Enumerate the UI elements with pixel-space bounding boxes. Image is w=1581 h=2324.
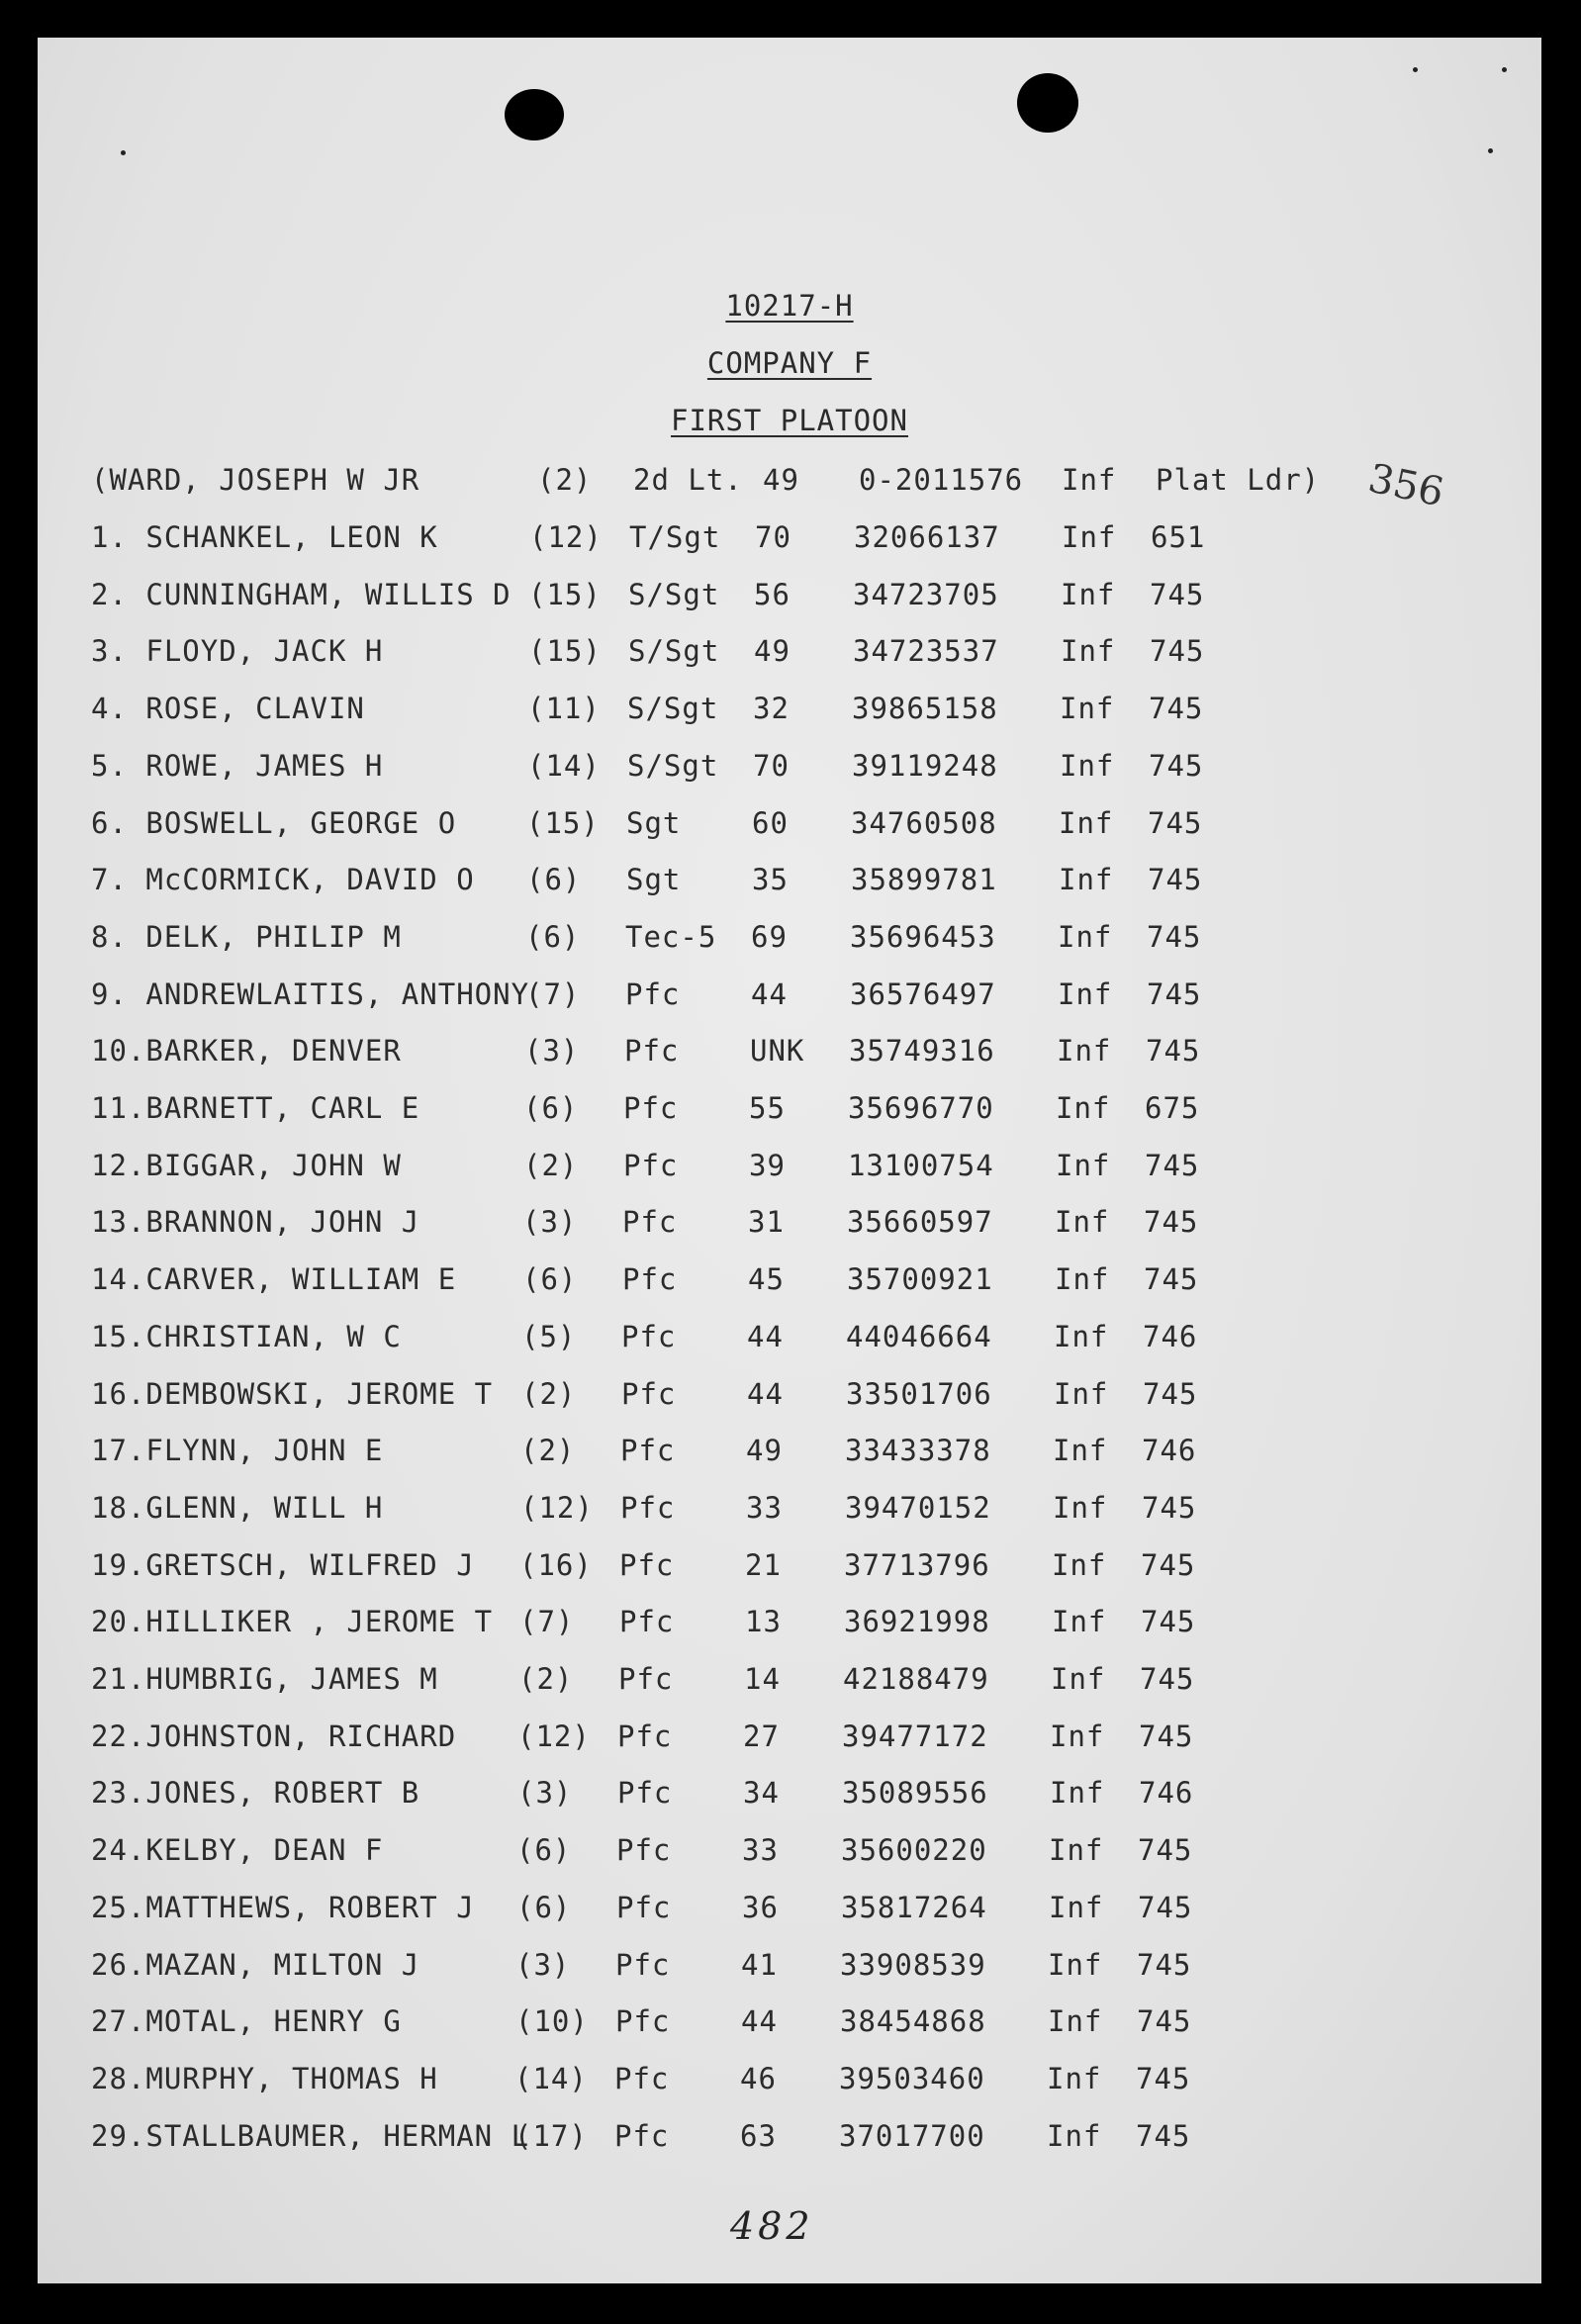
arm-cell: Inf: [1050, 1776, 1105, 1810]
arm-cell: Inf: [1049, 1891, 1104, 1924]
arm-cell: Inf: [1061, 578, 1116, 611]
arm-cell: Inf: [1048, 1948, 1103, 1982]
serial-cell: 44046664: [846, 1320, 992, 1353]
age-cell: 13: [745, 1605, 782, 1638]
serial-cell: 36921998: [844, 1605, 990, 1638]
paper-speck: [1413, 67, 1418, 72]
age-cell: 31: [748, 1205, 785, 1239]
roster-row: [38, 1034, 1541, 1073]
code-cell: (6): [516, 1833, 572, 1867]
rank-cell: Pfc: [619, 1605, 675, 1638]
serial-cell: 35696770: [848, 1091, 994, 1125]
mos-cell: 745: [1148, 863, 1203, 896]
serial-cell: 38454868: [840, 2004, 986, 2038]
code-cell: (2): [518, 1662, 574, 1696]
age-cell: 45: [748, 1262, 785, 1296]
mos-cell: 745: [1136, 2062, 1191, 2095]
roster-row: [38, 1605, 1541, 1644]
name-cell: 2. CUNNINGHAM, WILLIS D: [91, 578, 512, 611]
code-cell: (3): [524, 1034, 580, 1068]
roster-row: [38, 634, 1541, 674]
age-cell: 41: [741, 1948, 778, 1982]
name-cell: 23.JONES, ROBERT B: [91, 1776, 420, 1810]
age-cell: 33: [746, 1491, 783, 1525]
mos-cell: 745: [1136, 2119, 1191, 2153]
mos-cell: 745: [1142, 1491, 1197, 1525]
name-cell: 27.MOTAL, HENRY G: [91, 2004, 402, 2038]
age-cell: 56: [754, 578, 790, 611]
code-cell: (12): [520, 1491, 594, 1525]
age-cell: 34: [743, 1776, 780, 1810]
code-cell: (15): [526, 806, 600, 840]
mos-cell: 745: [1148, 806, 1203, 840]
serial-cell: 34723537: [853, 634, 999, 668]
arm-cell: Inf: [1051, 1662, 1106, 1696]
rank-cell: Pfc: [621, 1377, 677, 1411]
rank-cell: T/Sgt: [629, 520, 721, 554]
name-cell: 8. DELK, PHILIP M: [91, 920, 402, 954]
punch-hole: [1017, 73, 1078, 133]
roster-row: [38, 977, 1541, 1017]
arm-cell: Inf: [1050, 1720, 1105, 1753]
platoon-heading: FIRST PLATOON: [671, 404, 908, 437]
rank-cell: Pfc: [621, 1320, 677, 1353]
paper-speck: [1502, 67, 1507, 72]
arm-cell: Inf: [1059, 863, 1114, 896]
name-cell: 18.GLENN, WILL H: [91, 1491, 384, 1525]
mos-cell: 745: [1150, 634, 1205, 668]
serial-cell: 33501706: [846, 1377, 992, 1411]
code-cell: (6): [526, 863, 582, 896]
name-cell: 5. ROWE, JAMES H: [91, 749, 384, 783]
rank-cell: Pfc: [619, 1548, 675, 1582]
arm-cell: Inf: [1052, 1605, 1107, 1638]
roster-row: [38, 2004, 1541, 2044]
rank-cell: Pfc: [623, 1149, 679, 1182]
page-number: 482: [730, 2204, 814, 2248]
mos-cell: 746: [1139, 1776, 1194, 1810]
rank-cell: Pfc: [623, 1091, 679, 1125]
name-cell: (WARD, JOSEPH W JR: [91, 463, 420, 497]
roster-row: [38, 1149, 1541, 1188]
age-cell: 70: [755, 520, 791, 554]
code-cell: (3): [522, 1205, 578, 1239]
name-cell: 3. FLOYD, JACK H: [91, 634, 384, 668]
mos-cell: 745: [1150, 578, 1205, 611]
mos-cell: 745: [1146, 1034, 1201, 1068]
rank-cell: Pfc: [625, 977, 681, 1011]
code-cell: (14): [527, 749, 601, 783]
name-cell: 16.DEMBOWSKI, JEROME T: [91, 1377, 494, 1411]
code-cell: (12): [517, 1720, 591, 1753]
name-cell: 28.MURPHY, THOMAS H: [91, 2062, 438, 2095]
roster-row: [38, 1662, 1541, 1702]
serial-cell: 0-2011576: [859, 463, 1024, 497]
arm-cell: Inf: [1053, 1491, 1108, 1525]
document-page: [38, 38, 1541, 2283]
serial-cell: 35899781: [851, 863, 997, 896]
age-cell: 33: [742, 1833, 779, 1867]
role-cell: Plat Ldr): [1156, 463, 1321, 497]
serial-cell: 35089556: [842, 1776, 988, 1810]
serial-cell: 39119248: [852, 749, 998, 783]
roster-row: [38, 1548, 1541, 1588]
age-cell: 36: [742, 1891, 779, 1924]
age-cell: 70: [753, 749, 790, 783]
arm-cell: Inf: [1058, 977, 1113, 1011]
name-cell: 11.BARNETT, CARL E: [91, 1091, 420, 1125]
age-cell: 60: [752, 806, 789, 840]
serial-cell: 13100754: [848, 1149, 994, 1182]
serial-cell: 35749316: [849, 1034, 995, 1068]
rank-cell: S/Sgt: [628, 634, 720, 668]
age-cell: 55: [749, 1091, 786, 1125]
code-cell: (2): [523, 1149, 579, 1182]
mos-cell: 651: [1151, 520, 1206, 554]
age-cell: 27: [743, 1720, 780, 1753]
age-cell: 35: [752, 863, 789, 896]
mos-cell: 745: [1137, 1948, 1192, 1982]
mos-cell: 745: [1141, 1605, 1196, 1638]
code-cell: (15): [528, 634, 602, 668]
name-cell: 15.CHRISTIAN, W C: [91, 1320, 402, 1353]
arm-cell: Inf: [1055, 1205, 1110, 1239]
age-cell: 63: [740, 2119, 777, 2153]
code-cell: (6): [516, 1891, 572, 1924]
name-cell: 9. ANDREWLAITIS, ANTHONY: [91, 977, 530, 1011]
arm-cell: Inf: [1047, 2062, 1102, 2095]
code-cell: (3): [515, 1948, 571, 1982]
mos-cell: 745: [1138, 1891, 1193, 1924]
serial-cell: 39865158: [852, 692, 998, 725]
mos-cell: 745: [1139, 1720, 1194, 1753]
name-cell: 10.BARKER, DENVER: [91, 1034, 402, 1068]
company-heading: COMPANY F: [706, 346, 873, 380]
arm-cell: Inf: [1057, 1034, 1112, 1068]
code-cell: (17): [514, 2119, 588, 2153]
rank-cell: Sgt: [626, 863, 682, 896]
roster-row: [38, 2062, 1541, 2101]
roster-row: [38, 1948, 1541, 1988]
name-cell: 17.FLYNN, JOHN E: [91, 1434, 384, 1467]
name-cell: 6. BOSWELL, GEORGE O: [91, 806, 457, 840]
mos-cell: 745: [1141, 1548, 1196, 1582]
rank-cell: S/Sgt: [627, 749, 719, 783]
code-cell: (7): [525, 977, 581, 1011]
code-cell: (3): [517, 1776, 573, 1810]
age-cell: 32: [753, 692, 790, 725]
mos-cell: 745: [1147, 977, 1202, 1011]
rank-cell: Pfc: [617, 1776, 673, 1810]
rank-cell: Tec-5: [625, 920, 717, 954]
name-cell: 29.STALLBAUMER, HERMAN L: [91, 2119, 530, 2153]
serial-cell: 33908539: [840, 1948, 986, 1982]
punch-hole: [505, 89, 564, 140]
arm-cell: Inf: [1062, 463, 1117, 497]
margin-handwritten-number: 356: [1364, 455, 1448, 516]
name-cell: 22.JOHNSTON, RICHARD: [91, 1720, 457, 1753]
roster-row: [38, 578, 1541, 617]
serial-cell: 42188479: [843, 1662, 989, 1696]
rank-cell: Pfc: [615, 2004, 671, 2038]
arm-cell: Inf: [1061, 634, 1116, 668]
rank-cell: Pfc: [622, 1205, 678, 1239]
mos-cell: 745: [1137, 2004, 1192, 2038]
rank-cell: Pfc: [616, 1891, 672, 1924]
serial-cell: 35600220: [841, 1833, 987, 1867]
serial-cell: 39503460: [839, 2062, 985, 2095]
code-cell: (5): [521, 1320, 577, 1353]
age-cell: 49: [754, 634, 790, 668]
age-cell: 39: [749, 1149, 786, 1182]
rank-cell: Pfc: [620, 1434, 676, 1467]
rank-cell: Pfc: [618, 1662, 674, 1696]
arm-cell: Inf: [1055, 1262, 1110, 1296]
roster-row: [38, 1833, 1541, 1873]
code-cell: (14): [514, 2062, 588, 2095]
arm-cell: Inf: [1048, 2004, 1103, 2038]
serial-cell: 37017700: [839, 2119, 985, 2153]
code-cell: (16): [519, 1548, 593, 1582]
name-cell: 26.MAZAN, MILTON J: [91, 1948, 420, 1982]
age-cell: UNK: [750, 1034, 805, 1068]
arm-cell: Inf: [1058, 920, 1113, 954]
arm-cell: Inf: [1054, 1377, 1109, 1411]
code-cell: (6): [523, 1091, 579, 1125]
paper-speck: [121, 150, 126, 155]
roster-row: [38, 1491, 1541, 1531]
roster-row: [38, 1776, 1541, 1815]
arm-cell: Inf: [1056, 1149, 1111, 1182]
name-cell: 7. McCORMICK, DAVID O: [91, 863, 475, 896]
name-cell: 24.KELBY, DEAN F: [91, 1833, 384, 1867]
serial-cell: 32066137: [854, 520, 1000, 554]
roster-row: [38, 1320, 1541, 1359]
arm-cell: Inf: [1062, 520, 1117, 554]
name-cell: 13.BRANNON, JOHN J: [91, 1205, 420, 1239]
roster-row: [38, 1091, 1541, 1131]
roster-row: [38, 1262, 1541, 1302]
serial-cell: 37713796: [844, 1548, 990, 1582]
rank-cell: 2d Lt.: [633, 463, 743, 497]
roster-row: [38, 692, 1541, 731]
serial-cell: 35817264: [841, 1891, 987, 1924]
serial-cell: 35660597: [847, 1205, 993, 1239]
paper-speck: [1488, 148, 1493, 153]
serial-cell: 35700921: [847, 1262, 993, 1296]
mos-cell: 745: [1145, 1149, 1200, 1182]
code-cell: (15): [528, 578, 602, 611]
roster-row: [38, 1434, 1541, 1473]
code-cell: (12): [529, 520, 603, 554]
roster-row: [38, 2119, 1541, 2159]
age-cell: 21: [745, 1548, 782, 1582]
roster-row: [38, 749, 1541, 789]
leader-row: [38, 463, 1541, 503]
rank-cell: S/Sgt: [628, 578, 720, 611]
code-cell: (10): [515, 2004, 589, 2038]
roster-row: [38, 1377, 1541, 1417]
name-cell: 14.CARVER, WILLIAM E: [91, 1262, 457, 1296]
arm-cell: Inf: [1056, 1091, 1111, 1125]
mos-cell: 746: [1142, 1434, 1197, 1467]
arm-cell: Inf: [1059, 806, 1114, 840]
name-cell: 21.HUMBRIG, JAMES M: [91, 1662, 438, 1696]
roster-row: [38, 806, 1541, 846]
serial-cell: 35696453: [850, 920, 996, 954]
mos-cell: 745: [1140, 1662, 1195, 1696]
arm-cell: Inf: [1054, 1320, 1109, 1353]
serial-cell: 39470152: [845, 1491, 991, 1525]
arm-cell: Inf: [1053, 1434, 1108, 1467]
roster-row: [38, 1205, 1541, 1245]
rank-cell: Pfc: [614, 2119, 670, 2153]
mos-cell: 745: [1143, 1377, 1198, 1411]
code-cell: (11): [527, 692, 601, 725]
arm-cell: Inf: [1047, 2119, 1102, 2153]
serial-cell: 34723705: [853, 578, 999, 611]
roster-row: [38, 920, 1541, 960]
mos-cell: 745: [1144, 1262, 1199, 1296]
serial-cell: 34760508: [851, 806, 997, 840]
rank-cell: Sgt: [626, 806, 682, 840]
code-cell: (6): [522, 1262, 578, 1296]
roster-row: [38, 1720, 1541, 1759]
roster-row: [38, 863, 1541, 902]
rank-cell: Pfc: [614, 2062, 670, 2095]
arm-cell: Inf: [1049, 1833, 1104, 1867]
serial-cell: 36576497: [850, 977, 996, 1011]
arm-cell: Inf: [1060, 749, 1115, 783]
age-cell: 49: [763, 463, 799, 497]
arm-cell: Inf: [1052, 1548, 1107, 1582]
serial-cell: 33433378: [845, 1434, 991, 1467]
mos-cell: 745: [1149, 692, 1204, 725]
mos-cell: 745: [1149, 749, 1204, 783]
mos-cell: 746: [1143, 1320, 1198, 1353]
roster-row: [38, 520, 1541, 560]
name-cell: 20.HILLIKER , JEROME T: [91, 1605, 494, 1638]
rank-cell: Pfc: [620, 1491, 676, 1525]
rank-cell: Pfc: [624, 1034, 680, 1068]
age-cell: 44: [751, 977, 788, 1011]
code-cell: (7): [519, 1605, 575, 1638]
age-cell: 14: [744, 1662, 781, 1696]
mos-cell: 745: [1138, 1833, 1193, 1867]
code-cell: (2): [537, 463, 593, 497]
age-cell: 44: [747, 1320, 784, 1353]
age-cell: 44: [747, 1377, 784, 1411]
age-cell: 49: [746, 1434, 783, 1467]
name-cell: 4. ROSE, CLAVIN: [91, 692, 365, 725]
rank-cell: Pfc: [615, 1948, 671, 1982]
age-cell: 44: [741, 2004, 778, 2038]
rank-cell: Pfc: [617, 1720, 673, 1753]
code-cell: (2): [521, 1377, 577, 1411]
rank-cell: Pfc: [616, 1833, 672, 1867]
name-cell: 19.GRETSCH, WILFRED J: [91, 1548, 475, 1582]
name-cell: 1. SCHANKEL, LEON K: [91, 520, 438, 554]
mos-cell: 745: [1144, 1205, 1199, 1239]
name-cell: 12.BIGGAR, JOHN W: [91, 1149, 402, 1182]
mos-cell: 745: [1147, 920, 1202, 954]
serial-cell: 39477172: [842, 1720, 988, 1753]
roster-row: [38, 1891, 1541, 1930]
rank-cell: Pfc: [622, 1262, 678, 1296]
age-cell: 69: [751, 920, 788, 954]
mos-cell: 675: [1145, 1091, 1200, 1125]
arm-cell: Inf: [1060, 692, 1115, 725]
rank-cell: S/Sgt: [627, 692, 719, 725]
code-cell: (2): [520, 1434, 576, 1467]
name-cell: 25.MATTHEWS, ROBERT J: [91, 1891, 475, 1924]
code-cell: (6): [525, 920, 581, 954]
age-cell: 46: [740, 2062, 777, 2095]
document-id: 10217-H: [725, 289, 854, 323]
